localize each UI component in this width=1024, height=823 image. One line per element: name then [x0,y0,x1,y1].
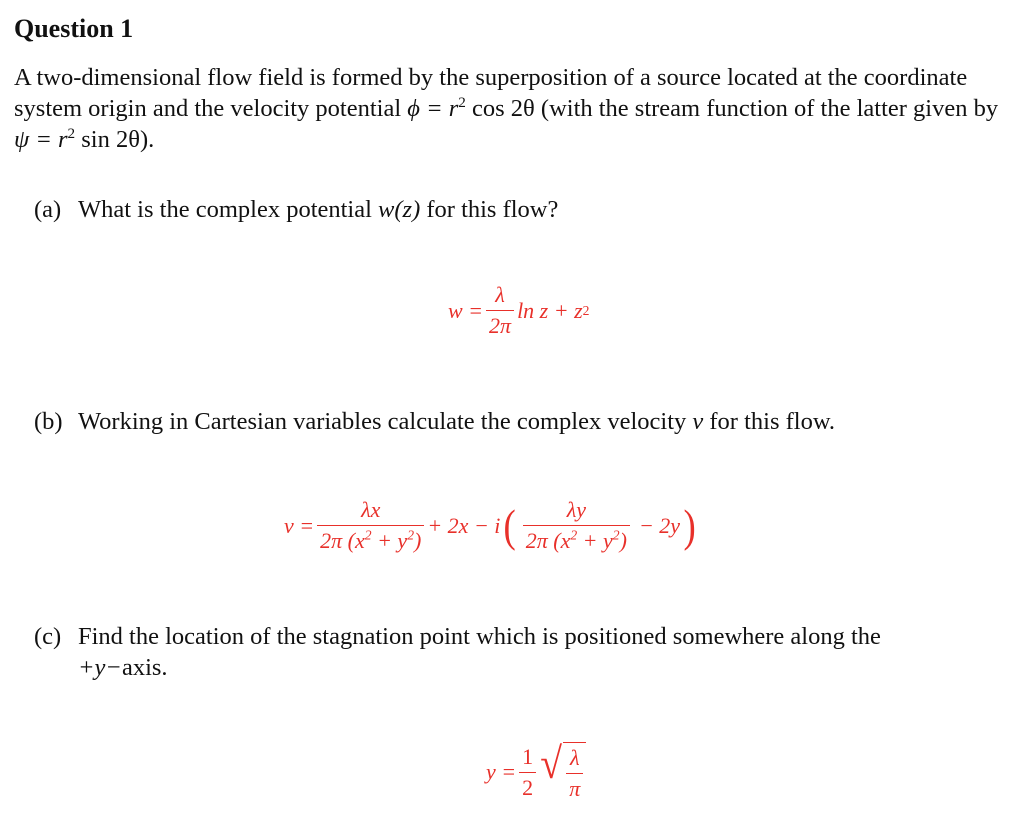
part-a-answer-fraction [486,282,514,339]
part-c-answer-numerator: 1 [522,743,534,769]
part-c-root-fraction [566,745,583,802]
psi-exponent: 2 [67,124,76,142]
part-b-question [34,406,835,437]
part-c-answer [486,739,586,802]
part-a-answer-rest: ln z + z [517,297,583,323]
phi-exponent: 2 [458,93,466,111]
part-a-label: (a) [34,196,62,223]
part-a-question [34,194,558,225]
part-b-math: ν [692,408,704,435]
part-a-math: w(z) [378,196,421,223]
part-b-answer-fraction-2 [523,497,630,554]
part-b-right-paren: ) [683,499,696,551]
intro-text-2: (with the stream function of the latter given by [534,95,999,122]
phi-equation: ϕ = r [407,95,459,122]
part-b-left-paren: ( [503,499,517,551]
part-b-answer-middle: + 2x − i [427,512,501,538]
part-b-fraction-2-numerator: λy [566,497,586,522]
part-a-answer-numerator: λ [495,282,505,307]
part-a-answer-lhs: w = [448,297,484,323]
phi-equation-rest: cos 2θ [465,95,535,122]
part-a-text-2: for this flow? [420,196,559,223]
part-c-square-root [539,739,586,802]
part-c-root-denominator: π [566,773,583,802]
part-c-text-2: axis. [121,654,168,681]
part-c-root-numerator: λ [570,745,580,770]
question-intro [14,62,1012,155]
part-c-answer-lhs: y = [486,759,517,784]
part-c-text-1: Find the location of the stagnation point which is positioned somewhere along the [78,623,881,650]
part-c-question [34,621,1014,683]
part-b-answer-lhs: ν = [284,512,315,538]
part-b-answer-fraction-1 [317,497,424,554]
part-b-answer-tail: − 2y [638,512,681,538]
intro-text-3: ). [139,126,155,153]
psi-equation: ψ = r [14,126,68,153]
part-c-answer-denominator: 2 [519,772,536,801]
part-b-fraction-2-denominator: 2π $(x^2 + y^2)$ [523,525,630,554]
psi-equation-rest: sin 2θ [75,126,140,153]
part-b-label: (b) [34,408,63,435]
part-c-math: +y− [78,654,122,681]
part-b-answer [284,497,699,554]
intro-text-1: A two-dimensional flow field is formed by the superposition of a source located at the coordinate system origin and the velocity potential [14,64,968,122]
part-b-fraction-1-denominator: 2π $(x^2 + y^2)$ [317,525,424,554]
part-a-answer: w = $\frac{\lambda}{2\pi}$ ln z + z 2 [448,282,590,338]
part-b-text-1: Working in Cartesian variables calculate the complex velocity [78,408,693,435]
square-root-icon: √ [540,739,563,788]
part-a-text-1: What is the complex potential [78,196,379,223]
question-title: Question 1 [14,14,134,43]
part-a-answer-denominator: 2π [486,310,514,339]
part-b-text-2: for this flow. [703,408,836,435]
part-b-fraction-1-numerator: λx [361,497,381,522]
part-c-label: (c) [34,623,62,650]
part-c-answer-fraction [519,744,536,801]
